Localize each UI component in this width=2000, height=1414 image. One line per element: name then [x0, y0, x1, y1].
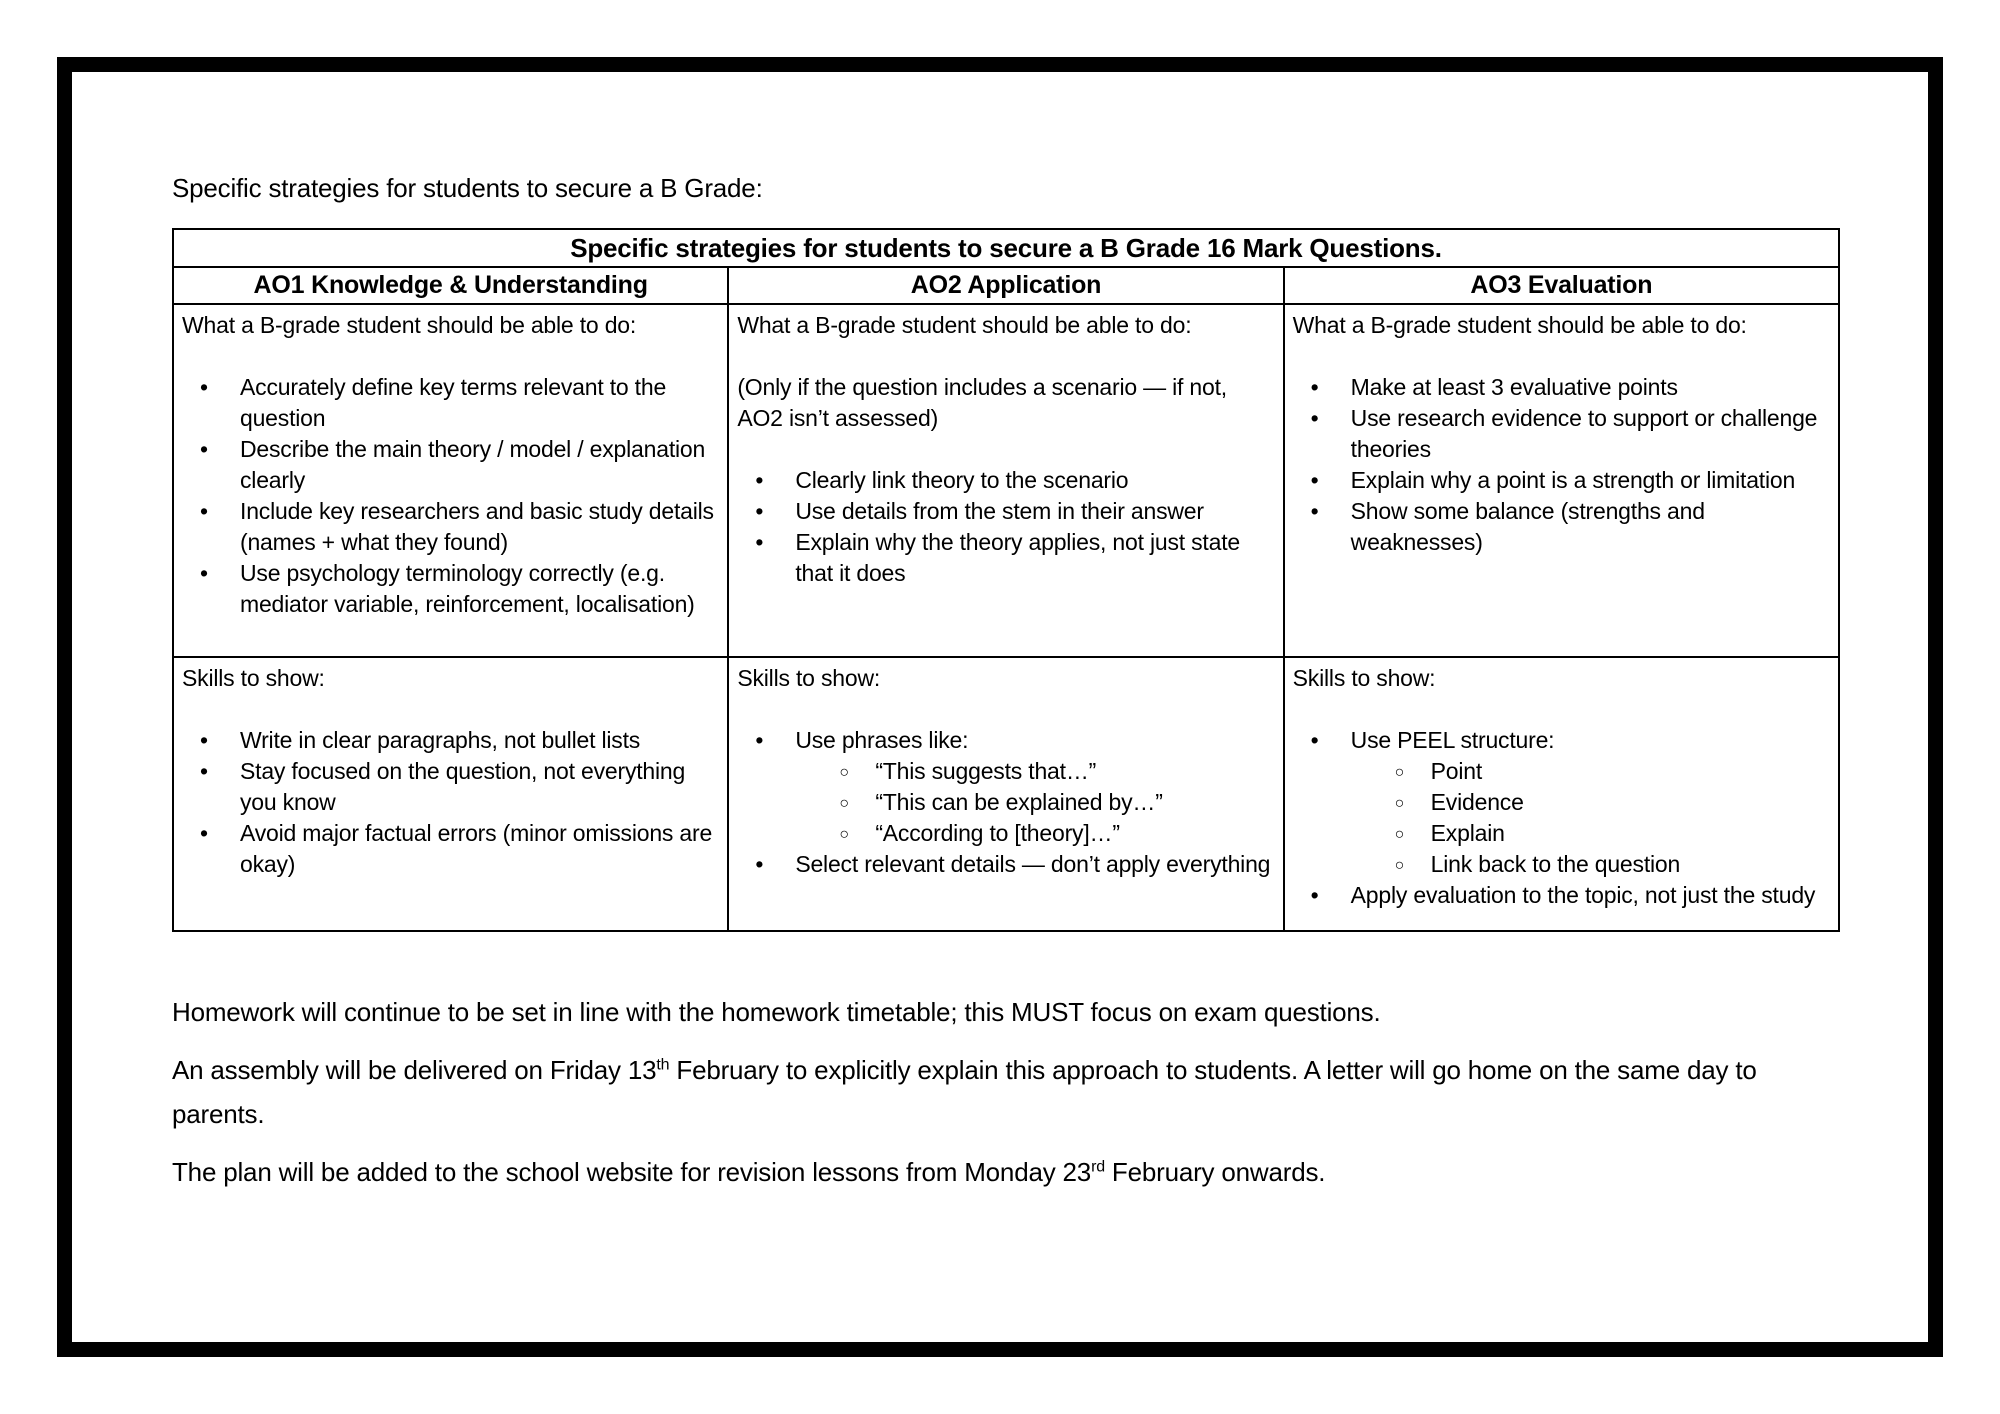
list-item: • Describe the main theory / model / explanation clearly	[182, 434, 719, 496]
list-item: • Stay focused on the question, not everything you know	[182, 756, 719, 818]
sub-list-item: ○ Point	[1351, 756, 1830, 787]
sub-list-item: ○ “According to [theory]…”	[795, 818, 1274, 849]
text-run: February onwards.	[1104, 1157, 1326, 1187]
list-item: • Apply evaluation to the topic, not just the study	[1293, 880, 1830, 911]
table-header-row	[173, 267, 1839, 304]
footer-paragraph-assembly	[172, 1048, 1840, 1136]
sub-bullet-list	[1351, 756, 1830, 880]
cell-lead: Skills to show:	[737, 665, 881, 691]
list-item: • Use research evidence to support or challenge theories	[1293, 403, 1830, 465]
cell-ao3-skills	[1284, 657, 1839, 931]
bullet-list	[1293, 372, 1830, 558]
ordinal-superscript: rd	[1091, 1158, 1105, 1176]
footer-paragraph-website	[172, 1150, 1840, 1194]
list-item: • Accurately define key terms relevant to the question	[182, 372, 719, 434]
cell-ao1-what-to-do	[173, 304, 728, 657]
column-header-ao1: AO1 Knowledge & Understanding	[173, 267, 728, 304]
list-item	[1293, 725, 1830, 880]
cell-ao2-what-to-do	[728, 304, 1283, 657]
list-item: • Include key researchers and basic study details (names + what they found)	[182, 496, 719, 558]
bullet-list	[182, 725, 719, 880]
cell-lead: What a B-grade student should be able to do:	[182, 312, 637, 338]
list-item-label: Use PEEL structure:	[1350, 727, 1555, 753]
cell-ao1-skills	[173, 657, 728, 931]
sub-list-item: ○ “This suggests that…”	[795, 756, 1274, 787]
cell-lead: What a B-grade student should be able to do:	[737, 312, 1192, 338]
bullet-list	[1293, 725, 1830, 911]
list-item: • Make at least 3 evaluative points	[1293, 372, 1830, 403]
list-item: • Select relevant details — don’t apply everything	[737, 849, 1274, 880]
list-item: • Explain why the theory applies, not just state that it does	[737, 527, 1274, 589]
list-item-label: Use phrases like:	[795, 727, 969, 753]
strategy-table	[172, 228, 1840, 932]
cell-lead: Skills to show:	[1292, 665, 1436, 691]
text-run: February to explicitly explain this approach to students. A letter will go home on the same day to parents.	[172, 1055, 1757, 1129]
document-page-frame	[57, 57, 1943, 1357]
column-header-ao2: AO2 Application	[728, 267, 1283, 304]
column-header-ao3: AO3 Evaluation	[1284, 267, 1839, 304]
table-row-skills	[173, 657, 1839, 931]
ordinal-superscript: th	[656, 1056, 670, 1074]
cell-ao3-what-to-do	[1284, 304, 1839, 657]
list-item: • Show some balance (strengths and weaknesses)	[1293, 496, 1830, 558]
bullet-list	[737, 725, 1274, 880]
bullet-list	[182, 372, 719, 620]
list-item: • Write in clear paragraphs, not bullet lists	[182, 725, 719, 756]
list-item: • Avoid major factual errors (minor omissions are okay)	[182, 818, 719, 880]
list-item: • Use details from the stem in their answer	[737, 496, 1274, 527]
cell-lead: Skills to show:	[182, 665, 325, 691]
sub-list-item: ○ Explain	[1351, 818, 1830, 849]
text-run: The plan will be added to the school website for revision lessons from Monday 23	[172, 1157, 1092, 1187]
footer-paragraph-homework: Homework will continue to be set in line with the homework timetable; this MUST focus on exam questions.	[172, 997, 1381, 1027]
sub-list-item: ○ Link back to the question	[1351, 849, 1830, 880]
cell-lead: What a B-grade student should be able to do:	[1292, 312, 1747, 338]
cell-note: (Only if the question includes a scenario — if not, AO2 isn’t assessed)	[737, 374, 1227, 431]
table-title-row	[173, 229, 1839, 267]
sub-list-item: ○ Evidence	[1351, 787, 1830, 818]
list-item: • Clearly link theory to the scenario	[737, 465, 1274, 496]
table-row-what-to-do	[173, 304, 1839, 657]
text-run: An assembly will be delivered on Friday 13	[172, 1055, 657, 1085]
list-item: • Use psychology terminology correctly (e.g. mediator variable, reinforcement, localisation)	[182, 558, 719, 620]
table-title: Specific strategies for students to secure a B Grade 16 Mark Questions.	[173, 229, 1839, 267]
bullet-list	[737, 465, 1274, 589]
list-item	[737, 725, 1274, 849]
list-item: • Explain why a point is a strength or limitation	[1293, 465, 1830, 496]
document-content	[72, 72, 1928, 1194]
footer-paragraphs	[172, 990, 1840, 1194]
sub-list-item: ○ “This can be explained by…”	[795, 787, 1274, 818]
cell-ao2-skills	[728, 657, 1283, 931]
intro-heading: Specific strategies for students to secure a B Grade:	[172, 173, 763, 203]
sub-bullet-list	[795, 756, 1274, 849]
